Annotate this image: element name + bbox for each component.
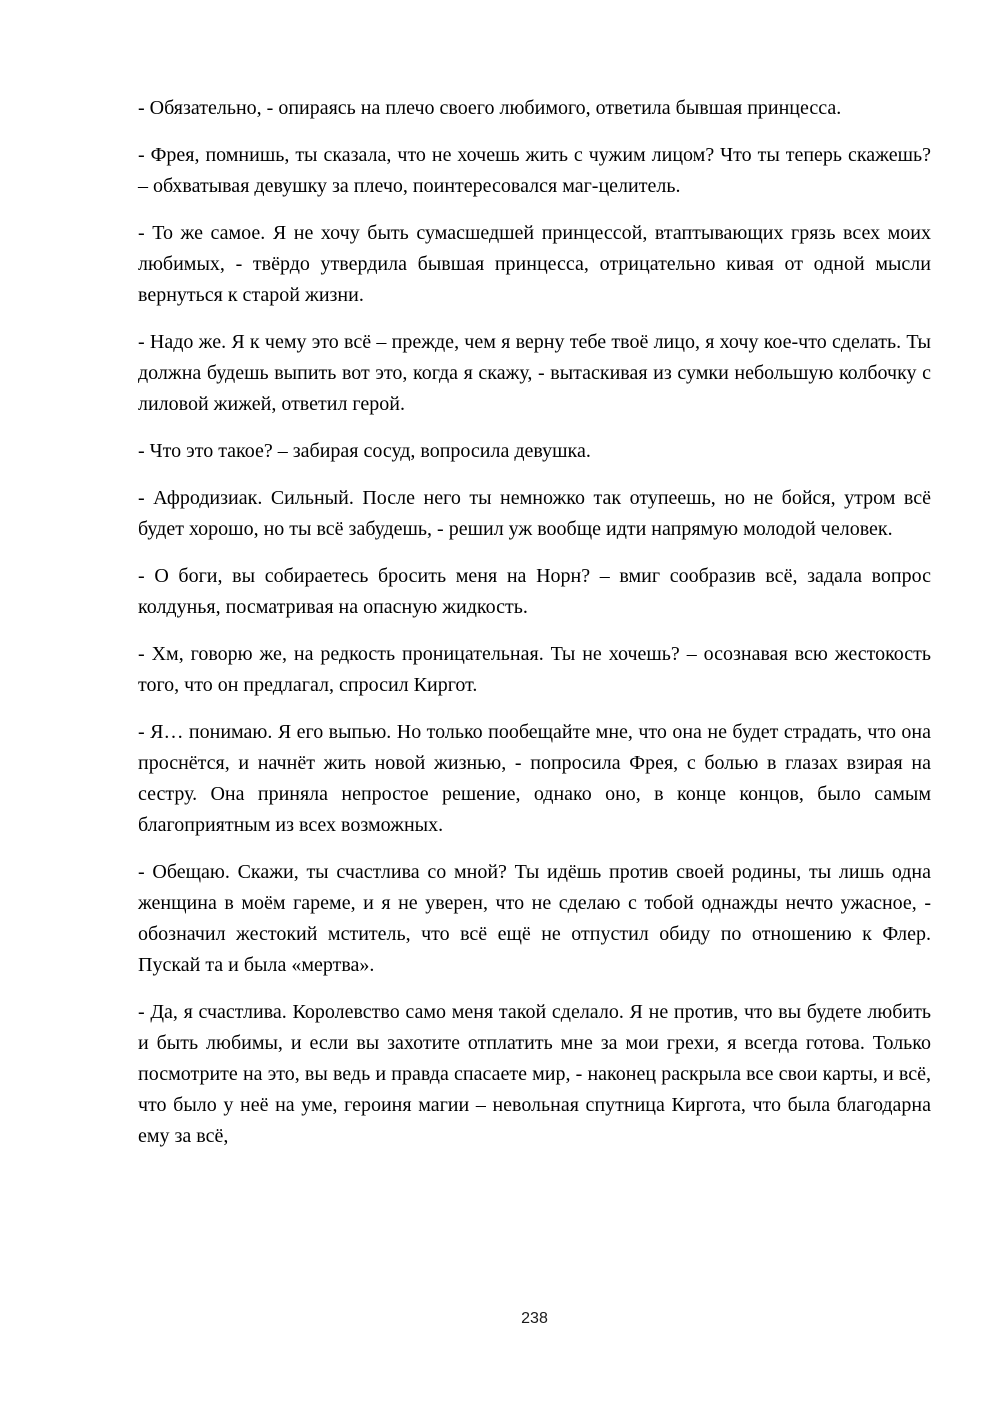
paragraph: - То же самое. Я не хочу быть сумасшедшей принцессой, втаптывающих грязь всех моих любимых, - твёрдо утвердила бывшая принцесса, отрицательно кивая от одной мысли вернуться к старой жизни. [138,222,931,306]
paragraph: - Да, я счастлива. Королевство само меня такой сделало. Я не против, что вы будете любить и быть любимы, и если вы захотите отплатить мне за мои грехи, я всегда готова. Только посмотрите на это, вы ведь и правда спасаете мир, - наконец раскрыла все свои карты, и всё, что было у неё на уме, героиня магии – невольная спутница Киргота, что была благодарна ему за всё, [138,1001,931,1147]
paragraph: - Надо же. Я к чему это всё – прежде, чем я верну тебе твоё лицо, я хочу кое-что сделать. Ты должна будешь выпить вот это, когда я скажу, - вытаскивая из сумки небольшую колбочку с лиловой жижей, ответил герой. [138,331,931,415]
paragraph: - Я… понимаю. Я его выпью. Но только пообещайте мне, что она не будет страдать, что она проснётся, и начнёт жить новой жизнью, - попросила Фрея, с болью в глазах взирая на сестру. Она приняла непростое решение, однако оно, в конце концов, было самым благоприятным из всех возможных. [138,721,931,836]
paragraph: - О боги, вы собираетесь бросить меня на Норн? – вмиг сообразив всё, задала вопрос колдунья, посматривая на опасную жидкость. [138,565,931,618]
paragraph: - Обещаю. Скажи, ты счастлива со мной? Ты идёшь против своей родины, ты лишь одна женщина в моём гареме, и я не уверен, что не сделаю с тобой однажды нечто ужасное, - обозначил жестокий мститель, что всё ещё не отпустил обиду по отношению к Флер. Пускай та и была «мертва». [138,861,931,976]
paragraph: - Хм, говорю же, на редкость проницательная. Ты не хочешь? – осознавая всю жестокость того, что он предлагал, спросил Киргот. [138,643,931,696]
paragraph: - Обязательно, - опираясь на плечо своего любимого, ответила бывшая принцесса. [138,97,842,119]
paragraph: - Фрея, помнишь, ты сказала, что не хочешь жить с чужим лицом? Что ты теперь скажешь? – обхватывая девушку за плечо, поинтересовался маг-целитель. [138,144,931,197]
paragraph: - Что это такое? – забирая сосуд, вопросила девушка. [138,440,591,462]
paragraph: - Афродизиак. Сильный. После него ты немножко так отупеешь, но не бойся, утром всё будет хорошо, но ты всё забудешь, - решил уж вообще идти напрямую молодой человек. [138,487,931,540]
page-number: 238 [521,1310,548,1327]
